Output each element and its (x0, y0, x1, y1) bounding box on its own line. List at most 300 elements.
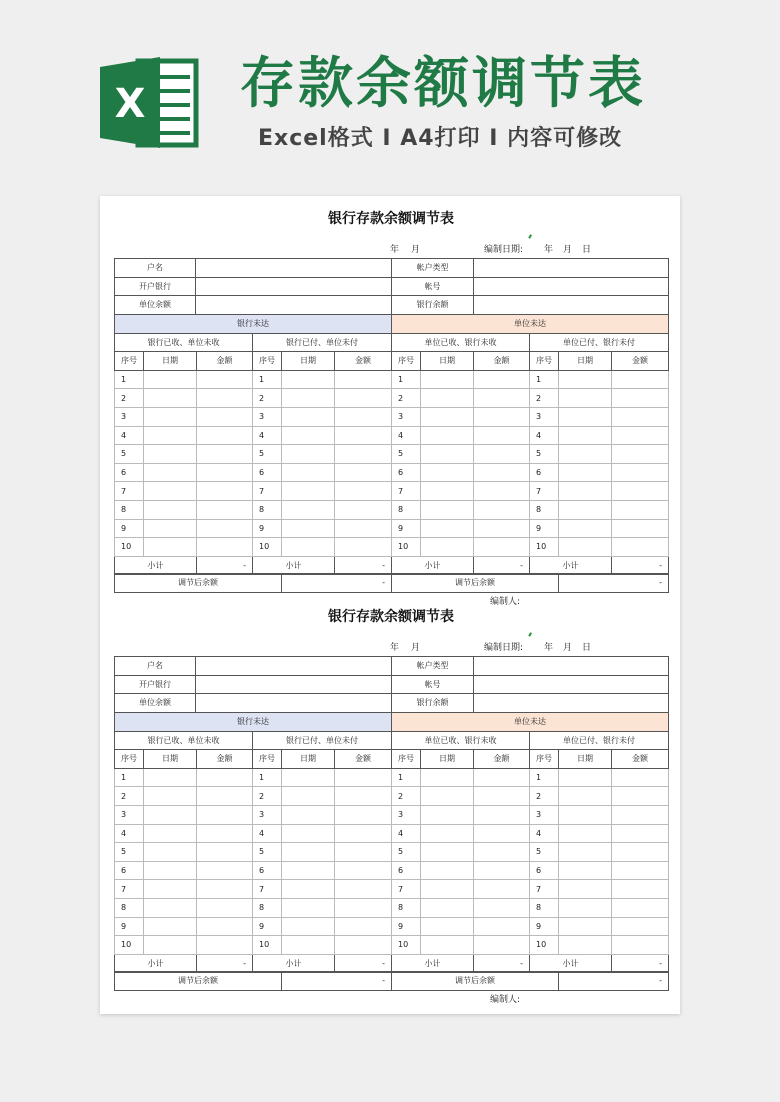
amount-cell[interactable] (474, 861, 530, 880)
col-amount-header: 金额 (612, 352, 669, 371)
adjusted-balance-table (114, 971, 669, 991)
amount-cell[interactable] (335, 463, 392, 482)
date-cell[interactable] (559, 500, 612, 519)
row-number: 10 (253, 936, 282, 955)
amount-cell[interactable] (335, 519, 392, 538)
date-cell[interactable] (421, 445, 474, 464)
amount-cell[interactable] (474, 824, 530, 843)
amount-cell[interactable] (474, 389, 530, 408)
col-amount-header: 金额 (335, 352, 392, 371)
amount-cell[interactable] (612, 463, 669, 482)
date-cell[interactable] (421, 843, 474, 862)
bank-balance-field[interactable] (474, 296, 669, 315)
date-cell[interactable] (421, 519, 474, 538)
row-number: 2 (115, 787, 144, 806)
row-number: 2 (530, 787, 559, 806)
account-no-label: 帐号 (392, 277, 474, 296)
date-cell[interactable] (421, 824, 474, 843)
date-cell[interactable] (144, 787, 197, 806)
date-cell[interactable] (421, 482, 474, 501)
row-number: 3 (253, 805, 282, 824)
date-cell[interactable] (282, 936, 335, 955)
amount-cell[interactable] (612, 843, 669, 862)
row-number: 10 (392, 538, 421, 557)
amount-cell[interactable] (197, 519, 253, 538)
subtotal-value[interactable]: - (612, 556, 669, 575)
subtotal-value[interactable]: - (335, 556, 392, 575)
amount-cell[interactable] (474, 482, 530, 501)
date-cell[interactable] (559, 824, 612, 843)
table-row (115, 805, 669, 824)
date-cell[interactable] (421, 936, 474, 955)
row-number: 8 (253, 898, 282, 917)
subtotal-label: 小计 (253, 556, 335, 575)
amount-cell[interactable] (335, 445, 392, 464)
bank-balance-field[interactable] (474, 694, 669, 713)
adjusted-balance-value[interactable]: - (559, 574, 669, 593)
amount-cell[interactable] (474, 519, 530, 538)
amount-cell[interactable] (612, 519, 669, 538)
date-cell[interactable] (282, 463, 335, 482)
amount-cell[interactable] (197, 538, 253, 557)
amount-cell[interactable] (335, 426, 392, 445)
amount-cell[interactable] (474, 917, 530, 936)
svg-text:X: X (114, 81, 146, 127)
row-number: 4 (530, 824, 559, 843)
date-cell[interactable] (559, 482, 612, 501)
amount-cell[interactable] (474, 445, 530, 464)
table-row (115, 463, 669, 482)
amount-cell[interactable] (197, 805, 253, 824)
date-cell[interactable] (282, 880, 335, 899)
amount-cell[interactable] (335, 917, 392, 936)
preparer-label: 编制人: (490, 597, 521, 607)
row-number: 7 (253, 880, 282, 899)
company-balance-label: 单位余额 (115, 694, 196, 713)
row-number: 2 (115, 389, 144, 408)
adjusted-balance-label: 调节后余额 (115, 574, 282, 593)
col-no-header: 序号 (115, 352, 144, 371)
date-cell[interactable] (559, 787, 612, 806)
amount-cell[interactable] (612, 805, 669, 824)
subtotal-value[interactable]: - (335, 954, 392, 973)
row-number: 8 (530, 500, 559, 519)
date-cell[interactable] (144, 500, 197, 519)
col-no-header: 序号 (392, 750, 421, 769)
table-row (115, 538, 669, 557)
amount-cell[interactable] (474, 370, 530, 389)
month-label: 月 (411, 643, 421, 653)
amount-cell[interactable] (612, 787, 669, 806)
bank-field[interactable] (196, 277, 392, 296)
row-number: 7 (530, 482, 559, 501)
company-balance-field[interactable] (196, 694, 392, 713)
row-number: 10 (530, 936, 559, 955)
amount-cell[interactable] (335, 880, 392, 899)
date-cell[interactable] (421, 861, 474, 880)
amount-cell[interactable] (474, 787, 530, 806)
adjusted-balance-value[interactable]: - (559, 972, 669, 991)
amount-cell[interactable] (474, 843, 530, 862)
date-cell[interactable] (421, 805, 474, 824)
table-row (115, 917, 669, 936)
date-cell[interactable] (144, 768, 197, 787)
amount-cell[interactable] (612, 898, 669, 917)
date-cell[interactable] (144, 917, 197, 936)
amount-cell[interactable] (197, 936, 253, 955)
date-cell[interactable] (144, 898, 197, 917)
amount-cell[interactable] (335, 370, 392, 389)
row-number: 5 (253, 445, 282, 464)
col-date-header: 日期 (559, 352, 612, 371)
company-balance-label: 单位余额 (115, 296, 196, 315)
col-amount-header: 金额 (612, 750, 669, 769)
adjusted-balance-table (114, 573, 669, 593)
subtotal-label: 小计 (392, 954, 474, 973)
amount-cell[interactable] (474, 880, 530, 899)
date-cell[interactable] (559, 389, 612, 408)
col-date-header: 日期 (144, 750, 197, 769)
date-cell[interactable] (282, 370, 335, 389)
company-pending-header: 单位未达 (392, 315, 669, 334)
section-header: 单位已付、银行未付 (530, 333, 669, 352)
row-number: 7 (530, 880, 559, 899)
date-cell[interactable] (144, 538, 197, 557)
row-number: 1 (253, 370, 282, 389)
amount-cell[interactable] (612, 389, 669, 408)
banner-title: 存款余额调节表 (240, 51, 647, 115)
date-cell[interactable] (559, 936, 612, 955)
adjusted-balance-value[interactable]: - (282, 574, 392, 593)
amount-cell[interactable] (335, 805, 392, 824)
date-cell[interactable] (144, 370, 197, 389)
row-number: 4 (253, 426, 282, 445)
date-cell[interactable] (144, 407, 197, 426)
date-cell[interactable] (282, 407, 335, 426)
date-cell[interactable] (282, 519, 335, 538)
row-number: 9 (115, 519, 144, 538)
date-cell[interactable] (559, 805, 612, 824)
col-no-header: 序号 (392, 352, 421, 371)
amount-cell[interactable] (612, 482, 669, 501)
date-cell[interactable] (144, 426, 197, 445)
row-number: 4 (392, 426, 421, 445)
date-cell[interactable] (144, 463, 197, 482)
date-cell[interactable] (282, 389, 335, 408)
date-cell[interactable] (282, 917, 335, 936)
table-row (115, 370, 669, 389)
row-number: 10 (392, 936, 421, 955)
subtotal-label: 小计 (392, 556, 474, 575)
row-number: 10 (530, 538, 559, 557)
row-number: 1 (115, 370, 144, 389)
date-cell[interactable] (421, 389, 474, 408)
amount-cell[interactable] (335, 768, 392, 787)
adjusted-balance-label: 调节后余额 (392, 574, 559, 593)
date-cell[interactable] (144, 861, 197, 880)
date-cell[interactable] (559, 768, 612, 787)
row-number: 7 (253, 482, 282, 501)
amount-cell[interactable] (474, 426, 530, 445)
sheet-title: 银行存款余额调节表 (328, 609, 454, 625)
amount-cell[interactable] (335, 824, 392, 843)
date-cell[interactable] (559, 538, 612, 557)
row-number: 1 (392, 768, 421, 787)
amount-cell[interactable] (612, 538, 669, 557)
amount-cell[interactable] (612, 824, 669, 843)
amount-cell[interactable] (474, 538, 530, 557)
row-number: 7 (392, 880, 421, 899)
row-number: 6 (115, 463, 144, 482)
account-type-label: 帐户类型 (392, 657, 474, 676)
amount-cell[interactable] (335, 898, 392, 917)
amount-cell[interactable] (612, 768, 669, 787)
subtotal-value[interactable]: - (474, 954, 530, 973)
amount-cell[interactable] (197, 426, 253, 445)
date-cell[interactable] (282, 538, 335, 557)
date-cell[interactable] (559, 426, 612, 445)
date-cell[interactable] (144, 519, 197, 538)
date-cell[interactable] (421, 370, 474, 389)
table-row (115, 445, 669, 464)
amount-cell[interactable] (474, 463, 530, 482)
amount-cell[interactable] (197, 445, 253, 464)
preparer-label: 编制人: (490, 995, 521, 1005)
amount-cell[interactable] (197, 768, 253, 787)
amount-cell[interactable] (197, 880, 253, 899)
amount-cell[interactable] (335, 843, 392, 862)
row-number: 9 (115, 917, 144, 936)
table-row (115, 407, 669, 426)
amount-cell[interactable] (335, 500, 392, 519)
amount-cell[interactable] (474, 768, 530, 787)
account-name-field[interactable] (196, 259, 392, 278)
row-number: 8 (530, 898, 559, 917)
date-cell[interactable] (559, 370, 612, 389)
date-cell[interactable] (144, 936, 197, 955)
row-number: 5 (392, 445, 421, 464)
subtotal-label: 小计 (530, 556, 612, 575)
row-number: 7 (392, 482, 421, 501)
amount-cell[interactable] (335, 482, 392, 501)
date-cell[interactable] (559, 861, 612, 880)
col-amount-header: 金额 (474, 352, 530, 371)
amount-cell[interactable] (335, 538, 392, 557)
col-date-header: 日期 (421, 750, 474, 769)
amount-cell[interactable] (612, 861, 669, 880)
amount-cell[interactable] (612, 426, 669, 445)
col-no-header: 序号 (530, 750, 559, 769)
date-cell[interactable] (559, 898, 612, 917)
row-number: 1 (530, 768, 559, 787)
amount-cell[interactable] (335, 936, 392, 955)
date-cell[interactable] (559, 843, 612, 862)
amount-cell[interactable] (612, 370, 669, 389)
excel-icon (100, 55, 200, 150)
date-cell[interactable] (421, 500, 474, 519)
amount-cell[interactable] (612, 407, 669, 426)
date-cell[interactable] (282, 861, 335, 880)
date-cell[interactable] (144, 805, 197, 824)
row-number: 4 (253, 824, 282, 843)
table-row (115, 389, 669, 408)
amount-cell[interactable] (197, 861, 253, 880)
amount-cell[interactable] (197, 824, 253, 843)
row-number: 10 (115, 538, 144, 557)
cell-marker (528, 632, 533, 637)
amount-cell[interactable] (612, 445, 669, 464)
made-date-label: 编制日期: (484, 643, 524, 653)
sheet-title: 银行存款余额调节表 (328, 211, 454, 227)
table-row (115, 880, 669, 899)
date-cell[interactable] (282, 805, 335, 824)
amount-cell[interactable] (474, 407, 530, 426)
table-row (115, 898, 669, 917)
amount-cell[interactable] (197, 389, 253, 408)
date-cell[interactable] (421, 898, 474, 917)
adjusted-balance-value[interactable]: - (282, 972, 392, 991)
year-label: 年 (544, 643, 554, 653)
amount-cell[interactable] (474, 936, 530, 955)
amount-cell[interactable] (197, 482, 253, 501)
month-label: 月 (411, 245, 421, 255)
date-cell[interactable] (282, 445, 335, 464)
date-cell[interactable] (282, 787, 335, 806)
date-cell[interactable] (421, 768, 474, 787)
date-row (114, 242, 668, 256)
date-cell[interactable] (421, 407, 474, 426)
col-date-header: 日期 (559, 750, 612, 769)
month-label: 月 (563, 245, 573, 255)
amount-cell[interactable] (197, 370, 253, 389)
subtotal-label: 小计 (253, 954, 335, 973)
row-number: 9 (530, 519, 559, 538)
date-cell[interactable] (144, 445, 197, 464)
row-number: 8 (115, 898, 144, 917)
row-number: 3 (530, 805, 559, 824)
amount-cell[interactable] (335, 407, 392, 426)
col-date-header: 日期 (282, 352, 335, 371)
adjusted-balance-label: 调节后余额 (115, 972, 282, 991)
table-row (115, 843, 669, 862)
row-number: 2 (530, 389, 559, 408)
made-date-label: 编制日期: (484, 245, 524, 255)
subtotal-value[interactable]: - (197, 556, 253, 575)
date-cell[interactable] (144, 389, 197, 408)
date-cell[interactable] (559, 445, 612, 464)
company-balance-field[interactable] (196, 296, 392, 315)
year-label: 年 (390, 643, 400, 653)
date-cell[interactable] (282, 843, 335, 862)
date-cell[interactable] (144, 482, 197, 501)
amount-cell[interactable] (612, 880, 669, 899)
amount-cell[interactable] (612, 500, 669, 519)
date-cell[interactable] (282, 768, 335, 787)
date-cell[interactable] (421, 426, 474, 445)
account-type-field[interactable] (474, 259, 669, 278)
amount-cell[interactable] (474, 500, 530, 519)
amount-cell[interactable] (197, 407, 253, 426)
date-cell[interactable] (144, 843, 197, 862)
date-cell[interactable] (421, 787, 474, 806)
cell-marker (528, 234, 533, 239)
amount-cell[interactable] (197, 787, 253, 806)
date-cell[interactable] (421, 463, 474, 482)
date-cell[interactable] (559, 880, 612, 899)
amount-cell[interactable] (335, 389, 392, 408)
amount-cell[interactable] (197, 898, 253, 917)
date-cell[interactable] (559, 407, 612, 426)
date-cell[interactable] (282, 824, 335, 843)
date-cell[interactable] (282, 898, 335, 917)
date-cell[interactable] (421, 880, 474, 899)
bank-field[interactable] (196, 675, 392, 694)
date-cell[interactable] (421, 538, 474, 557)
row-number: 4 (115, 426, 144, 445)
document-page (100, 196, 680, 1014)
section-header: 银行已付、单位未付 (253, 731, 392, 750)
subtotal-value[interactable]: - (197, 954, 253, 973)
amount-cell[interactable] (197, 917, 253, 936)
date-cell[interactable] (144, 824, 197, 843)
amount-cell[interactable] (474, 805, 530, 824)
amount-cell[interactable] (197, 843, 253, 862)
row-number: 2 (253, 787, 282, 806)
subtotal-value[interactable]: - (612, 954, 669, 973)
bank-pending-header: 银行未达 (115, 713, 392, 732)
date-cell[interactable] (282, 500, 335, 519)
col-no-header: 序号 (115, 750, 144, 769)
row-number: 4 (530, 426, 559, 445)
col-amount-header: 金额 (335, 750, 392, 769)
amount-cell[interactable] (197, 500, 253, 519)
row-number: 6 (115, 861, 144, 880)
date-cell[interactable] (421, 917, 474, 936)
account-name-label: 户名 (115, 259, 196, 278)
section-header: 单位已收、银行未收 (392, 731, 530, 750)
row-number: 3 (253, 407, 282, 426)
amount-cell[interactable] (474, 898, 530, 917)
row-number: 6 (530, 463, 559, 482)
row-number: 5 (530, 843, 559, 862)
date-cell[interactable] (282, 426, 335, 445)
account-type-field[interactable] (474, 657, 669, 676)
account-no-field[interactable] (474, 675, 669, 694)
company-pending-header: 单位未达 (392, 713, 669, 732)
day-label: 日 (582, 643, 592, 653)
row-number: 3 (115, 407, 144, 426)
date-cell[interactable] (144, 880, 197, 899)
amount-cell[interactable] (335, 861, 392, 880)
month-label: 月 (563, 643, 573, 653)
account-name-field[interactable] (196, 657, 392, 676)
date-cell[interactable] (559, 463, 612, 482)
amount-cell[interactable] (197, 463, 253, 482)
amount-cell[interactable] (612, 917, 669, 936)
account-info-table (114, 656, 669, 713)
date-cell[interactable] (559, 519, 612, 538)
date-cell[interactable] (559, 917, 612, 936)
row-number: 1 (253, 768, 282, 787)
subtotal-value[interactable]: - (474, 556, 530, 575)
amount-cell[interactable] (612, 936, 669, 955)
account-no-field[interactable] (474, 277, 669, 296)
row-number: 9 (530, 917, 559, 936)
row-number: 8 (392, 500, 421, 519)
table-row (115, 426, 669, 445)
date-cell[interactable] (282, 482, 335, 501)
amount-cell[interactable] (335, 787, 392, 806)
